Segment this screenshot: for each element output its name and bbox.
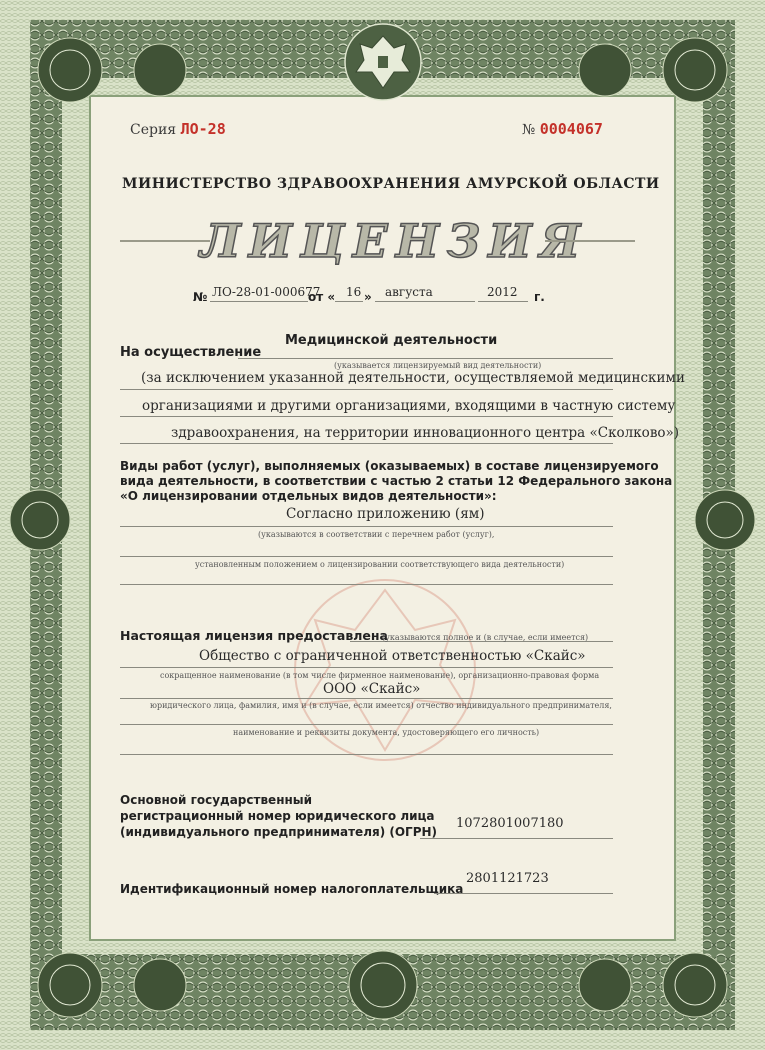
watermark-emblem xyxy=(260,560,510,780)
number-label: № xyxy=(522,122,536,138)
inn-value: 2801121723 xyxy=(466,871,549,886)
number-value: 0004067 xyxy=(539,120,603,138)
license-day: 16 xyxy=(346,285,362,299)
inn-label: Идентификационный номер налогоплательщика xyxy=(120,882,464,896)
licensee-full-name: Общество с ограниченной ответственностью «Скайс» xyxy=(199,648,586,664)
license-year-suffix: г. xyxy=(534,290,545,304)
licensee-short-name: ООО «Скайс» xyxy=(323,681,421,697)
works-hint-1: (указываются в соответствии с перечнем работ (услуг), xyxy=(258,530,495,539)
activity-line-2: организациями и другими организациями, входящими в частную систему xyxy=(142,398,676,414)
licensee-hint-4: наименование и реквизиты документа, удостоверяющего его личность) xyxy=(233,728,540,737)
license-month: августа xyxy=(385,285,433,299)
license-no-label: № xyxy=(193,290,208,304)
licensee-hint-3: юридического лица, фамилия, имя и (в случае, если имеется) отчество индивидуального предпринимателя, xyxy=(150,701,612,710)
ministry-name: МИНИСТЕРСТВО ЗДРАВООХРАНЕНИЯ АМУРСКОЙ ОБЛАСТИ xyxy=(122,176,660,192)
works-heading-3: «О лицензировании отдельных видов деятельности»: xyxy=(120,489,497,503)
ogrn-label-1: Основной государственный xyxy=(120,793,313,807)
series-value: ЛО-28 xyxy=(180,120,226,138)
licensee-hint-2: сокращенное наименование (в том числе фирменное наименование), организационно-правовая форма xyxy=(160,671,600,680)
works-heading-1: Виды работ (услуг), выполняемых (оказываемых) в составе лицензируемого xyxy=(120,459,659,473)
coat-of-arms-emblem xyxy=(338,22,428,102)
works-heading-2: вида деятельности, в соответствии с частью 2 статьи 12 Федерального закона xyxy=(120,474,673,488)
licensee-label: Настоящая лицензия предоставлена xyxy=(120,628,388,643)
series-label: Серия xyxy=(130,122,177,138)
license-no-value: ЛО-28-01-000677 xyxy=(212,285,321,299)
license-day-close: » xyxy=(364,290,372,304)
ogrn-label-3: (индивидуального предпринимателя) (ОГРН) xyxy=(120,825,438,839)
license-from-label: от « xyxy=(308,290,336,304)
activity-label: На осуществление xyxy=(120,345,262,360)
activity-line-3: здравоохранения, на территории инновационного центра «Сколково») xyxy=(171,425,680,441)
activity-line-1: (за исключением указанной деятельности, осуществляемой медицинскими xyxy=(141,370,685,386)
title-rule-left xyxy=(120,240,210,242)
activity-value: Медицинской деятельности xyxy=(285,333,498,348)
license-year: 2012 xyxy=(487,285,518,299)
works-value: Согласно приложению (ям) xyxy=(286,506,485,522)
works-hint-2: установленным положением о лицензировании соответствующего вида деятельности) xyxy=(195,560,565,569)
ogrn-value: 1072801007180 xyxy=(456,816,564,831)
activity-hint: (указывается лицензируемый вид деятельности) xyxy=(334,361,542,370)
document-title: ЛИЦЕНЗИЯ xyxy=(200,214,589,268)
ogrn-label-2: регистрационный номер юридического лица xyxy=(120,809,435,823)
title-rule-right xyxy=(545,240,635,242)
licensee-hint-1: (указываются полное и (в случае, если имеется) xyxy=(382,633,589,642)
